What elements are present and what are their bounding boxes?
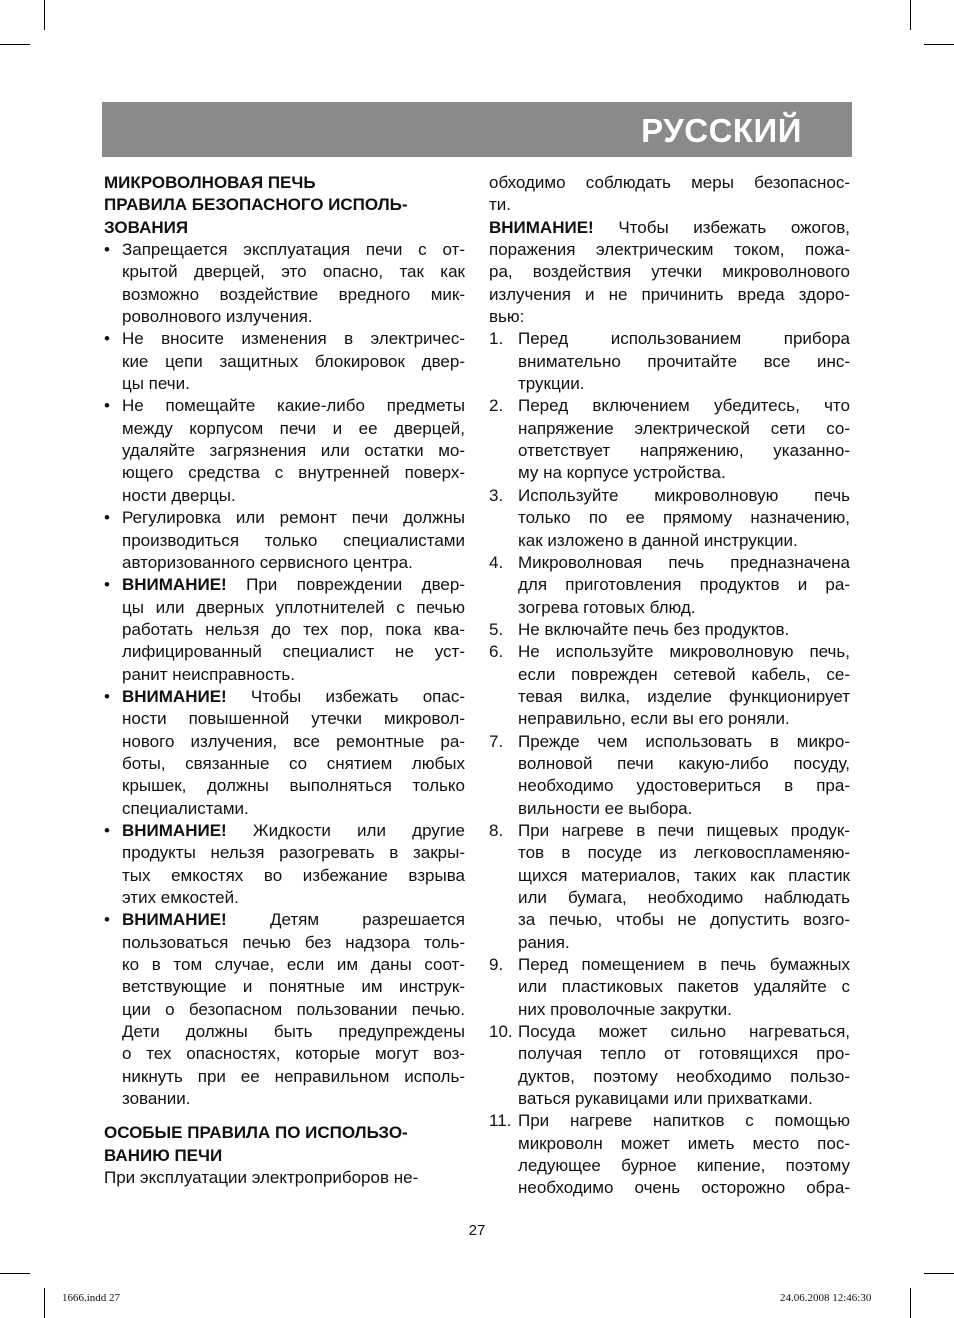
item-number: 1.	[489, 329, 504, 349]
text-line: за печью, чтобы не допустить возго-	[518, 910, 850, 930]
text-line: При нагреве напитков с помощью	[518, 1111, 850, 1131]
text-line: тых емкостях во избежание взрыва	[122, 865, 465, 885]
list-item	[104, 909, 465, 1110]
text-line: удаляйте загрязнения или остатки мо-	[122, 441, 465, 461]
text-line: вью:	[489, 307, 525, 327]
crop-mark	[0, 1273, 30, 1274]
text-line: Запрещается эксплуатация печи с от-	[122, 240, 465, 260]
text-line: или пластиковых пакетов удаляйте с	[518, 977, 850, 997]
text-line: крышек, должны выполняться только	[122, 776, 465, 796]
crop-mark	[924, 1273, 954, 1274]
item-number: 9.	[489, 955, 504, 975]
text-line: Посуда может сильно нагреваться,	[518, 1022, 850, 1042]
text-line: цы или дверных уплотнителей с печью	[122, 597, 465, 617]
text-line: нового излучения, все ремонтные ра-	[122, 731, 465, 751]
warning-label: ВНИМАНИЕ!	[122, 820, 227, 840]
section-heading: ОСОБЫЕ ПРАВИЛА ПО ИСПОЛЬЗО-	[104, 1123, 408, 1143]
text-line: специалистами.	[122, 798, 249, 818]
item-number: 3.	[489, 485, 504, 505]
crop-mark	[924, 44, 954, 45]
text-line: ко в том случае, если им даны соот-	[122, 955, 465, 975]
text-line: ранит неисправность.	[122, 664, 295, 684]
list-item	[104, 507, 465, 574]
text-line	[489, 217, 850, 239]
text-run: Жидкости или другие	[226, 820, 465, 840]
item-number: 6.	[489, 642, 504, 662]
text-line: ти.	[489, 195, 512, 215]
right-column	[489, 172, 850, 1200]
bullet-marker: •	[104, 575, 110, 595]
bullet-marker: •	[104, 396, 110, 416]
text-line: Используйте микроволновую печь	[518, 485, 850, 505]
spacer	[104, 1110, 465, 1122]
text-line: вильности ее выбора.	[518, 798, 693, 818]
text-line: неправильно, если вы его роняли.	[518, 709, 790, 729]
text-line: продукты нельзя разогревать в закры-	[122, 843, 465, 863]
crop-mark	[44, 0, 45, 30]
text-line: Прежде чем использовать в микро-	[518, 731, 850, 751]
language-title: РУССКИЙ	[641, 112, 802, 149]
text-line: ности повышенной утечки микровол-	[122, 709, 465, 729]
warning-label: ВНИМАНИЕ!	[489, 217, 594, 237]
bullet-marker: •	[104, 686, 110, 706]
text-line: зовании.	[122, 1089, 191, 1109]
text-line	[122, 574, 465, 596]
text-run: При повреждении двер-	[226, 575, 465, 595]
numbered-item	[489, 954, 850, 1021]
text-line: трукции.	[518, 374, 585, 394]
list-item	[104, 686, 465, 820]
bullet-marker: •	[104, 820, 110, 840]
text-line: роволнового излучения.	[122, 307, 313, 327]
text-line: щихся материалов, таких как пластик	[518, 865, 850, 885]
text-line: внимательно прочитайте все инс-	[518, 351, 850, 371]
text-line: ваться рукавицами или прихватками.	[518, 1089, 813, 1109]
text-line	[122, 686, 465, 708]
item-number: 8.	[489, 820, 504, 840]
item-number: 2.	[489, 396, 504, 416]
text-line: ности дверцы.	[122, 485, 236, 505]
text-run: Чтобы избежать ожогов,	[593, 217, 850, 237]
text-line: авторизованного сервисного центра.	[122, 552, 413, 572]
text-line: Не помещайте какие-либо предметы	[122, 396, 465, 416]
warning-label: ВНИМАНИЕ!	[122, 686, 227, 706]
text-line: ответствует напряжению, указанно-	[518, 441, 850, 461]
list-item	[104, 820, 465, 909]
crop-mark	[0, 44, 30, 45]
text-line: му на корпусе устройства.	[518, 463, 726, 483]
warning-label: ВНИМАНИЕ!	[122, 575, 227, 595]
text-line: или бумага, необходимо наблюдать	[518, 888, 850, 907]
text-line: Не включайте печь без продуктов.	[518, 619, 790, 639]
item-number: 5.	[489, 619, 504, 639]
text-line: этих емкостей.	[122, 888, 239, 907]
section-heading: ВАНИЮ ПЕЧИ	[104, 1145, 223, 1165]
text-line: если поврежден сетевой кабель, се-	[518, 664, 850, 684]
item-number: 11.	[489, 1111, 512, 1131]
text-run: Детям разрешается	[226, 910, 465, 930]
text-line: Перед помещением в печь бумажных	[518, 955, 850, 975]
text-line: Перед включением убедитесь, что	[518, 396, 850, 416]
numbered-item	[489, 820, 850, 954]
text-line: пользоваться печью без надзора толь-	[122, 932, 465, 952]
numbered-item	[489, 485, 850, 552]
list-item	[104, 239, 465, 328]
list-item	[104, 574, 465, 686]
text-line: получая тепло от готовящихся про-	[518, 1044, 850, 1064]
section-heading: МИКРОВОЛНОВАЯ ПЕЧЬ	[104, 173, 316, 192]
section-heading: ЗОВАНИЯ	[104, 217, 189, 237]
numbered-item	[489, 641, 850, 730]
text-line: Дети должны быть предупреждены	[122, 1022, 465, 1042]
text-line	[122, 909, 465, 931]
language-banner	[102, 102, 852, 157]
text-line: цы печи.	[122, 374, 190, 394]
text-line: них проволочные закрутки.	[518, 999, 732, 1019]
item-number: 7.	[489, 731, 504, 751]
text-line: возможно воздействие вредного мик-	[122, 284, 465, 304]
text-line: между корпусом печи и ее дверцей,	[122, 418, 465, 438]
text-line: зогрева готовых блюд.	[518, 597, 696, 617]
text-line: поражения электрическим током, пожа-	[489, 240, 850, 260]
numbered-item	[489, 1110, 850, 1199]
text-line: обходимо соблюдать меры безопаснос-	[489, 173, 850, 192]
text-line: производиться только специалистами	[122, 530, 465, 550]
numbered-item	[489, 328, 850, 395]
section-heading: ПРАВИЛА БЕЗОПАСНОГО ИСПОЛЬ-	[104, 195, 408, 215]
footer-file-info: 1666.indd 27	[62, 1292, 121, 1304]
crop-mark	[910, 1288, 911, 1318]
text-line: лифицированный специалист не уст-	[122, 642, 465, 662]
text-line: тевая вилка, изделие функционирует	[518, 686, 850, 706]
text-line: Микроволновая печь предназначена	[518, 552, 850, 572]
bullet-marker: •	[104, 508, 110, 528]
text-line: дуктов, поэтому необходимо пользо-	[518, 1066, 850, 1086]
text-line: Не используйте микроволновую печь,	[518, 642, 850, 662]
paragraph-line: При эксплуатации электроприборов не-	[104, 1168, 419, 1188]
numbered-item	[489, 552, 850, 619]
text-line: работать нельзя до тех пор, пока ква-	[122, 619, 465, 639]
text-line: Регулировка или ремонт печи должны	[122, 508, 465, 528]
text-line: кие цепи защитных блокировок двер-	[122, 351, 465, 371]
bullet-marker: •	[104, 329, 110, 349]
text-line: напряжение электрической сети со-	[518, 418, 850, 438]
text-line: волновой печи какую-либо посуду,	[518, 753, 850, 773]
crop-mark	[910, 0, 911, 30]
item-number: 10.	[489, 1022, 513, 1042]
text-line: микроволн может иметь место пос-	[518, 1133, 850, 1153]
footer-datetime: 24.06.2008 12:46:30	[780, 1292, 872, 1304]
numbered-item	[489, 619, 850, 641]
bullet-marker: •	[104, 910, 110, 930]
text-line: При нагреве в печи пищевых продук-	[518, 820, 850, 840]
numbered-item	[489, 395, 850, 484]
text-line: необходимо очень осторожно обра-	[518, 1178, 850, 1198]
text-line: для приготовления продуктов и ра-	[518, 575, 850, 595]
numbered-item	[489, 1021, 850, 1110]
text-line: Перед использованием прибора	[518, 329, 850, 349]
text-line	[122, 820, 465, 842]
text-line: тов в посуде из легковоспламеняю-	[518, 843, 850, 863]
bullet-marker: •	[104, 240, 110, 260]
text-line: только по ее прямому назначению,	[518, 508, 850, 528]
list-item	[104, 328, 465, 395]
text-line: боты, связанные со снятием любых	[122, 753, 465, 773]
text-line: о тех опасностях, которые могут воз-	[122, 1044, 465, 1064]
warning-label: ВНИМАНИЕ!	[122, 910, 227, 930]
text-run: Чтобы избежать опас-	[226, 686, 465, 706]
text-line: ледующее бурное кипение, поэтому	[518, 1156, 850, 1176]
text-line: никнуть при ее неправильном исполь-	[122, 1066, 465, 1086]
list-item	[104, 395, 465, 507]
page-number: 27	[468, 1222, 486, 1239]
text-line: ветствующие и понятные им инструк-	[122, 977, 465, 997]
numbered-list	[489, 328, 850, 1199]
text-line: необходимо удостовериться в пра-	[518, 776, 850, 796]
text-line: как изложено в данной инструкции.	[518, 530, 798, 550]
item-number: 4.	[489, 552, 504, 572]
text-line: излучения и не причинить вреда здоро-	[489, 284, 850, 304]
text-line: Не вносите изменения в электричес-	[122, 329, 465, 349]
numbered-item	[489, 731, 850, 820]
text-line: ра, воздействия утечки микроволнового	[489, 262, 850, 282]
text-line: рания.	[518, 932, 570, 952]
bullet-list	[104, 239, 465, 1110]
left-column	[104, 172, 465, 1189]
text-line: ции о безопасном пользовании печью.	[122, 999, 465, 1019]
text-line: ющего средства с внутренней поверх-	[122, 463, 465, 483]
crop-mark	[44, 1288, 45, 1318]
text-line: крытой дверцей, это опасно, так как	[122, 262, 465, 282]
